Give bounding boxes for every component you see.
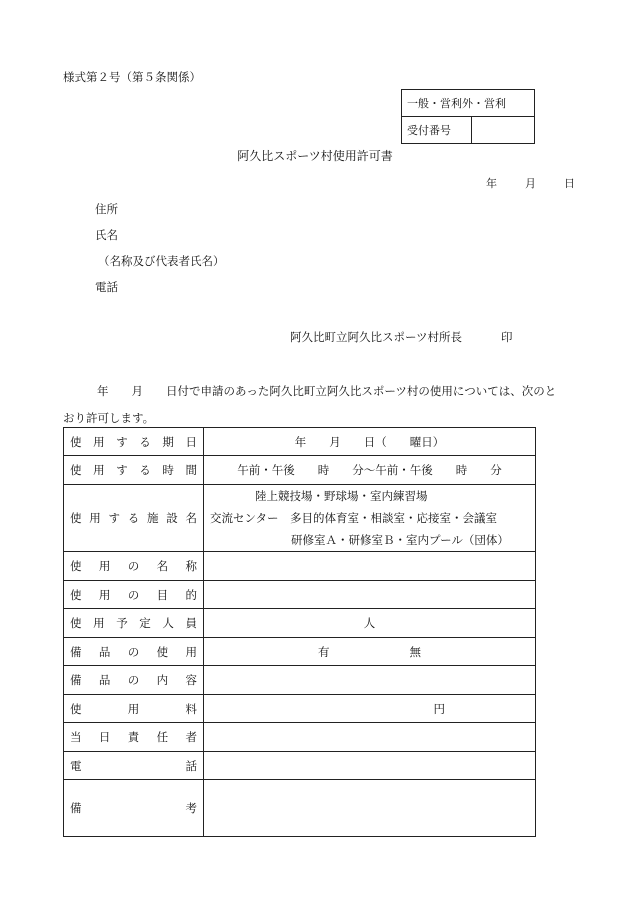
row-value	[204, 666, 536, 695]
label-char: 用	[185, 644, 197, 659]
row-value	[204, 552, 536, 581]
label-char: 用	[89, 511, 101, 525]
label-char: 用	[98, 559, 111, 573]
row-label	[64, 701, 203, 717]
reception-number-value	[472, 117, 535, 144]
row-label	[64, 644, 203, 660]
issuer-title: 阿久比町立阿久比スポーツ村所長	[290, 330, 463, 344]
table-row	[64, 609, 536, 638]
category-type: 一般・営利外・営利	[402, 90, 535, 117]
label-char: 定	[139, 616, 151, 630]
table-row	[64, 780, 536, 837]
table-row	[64, 581, 536, 609]
label-char: 使	[70, 434, 82, 449]
label-char: 予	[116, 616, 128, 630]
label-char: 使	[70, 616, 82, 630]
document-title: 阿久比スポーツ村使用許可書	[237, 149, 393, 163]
row-value: 人	[204, 609, 536, 638]
facility-line: 研修室Ａ・研修室Ｂ・室内プール（団体）	[291, 533, 509, 547]
phone-label: 電話	[95, 280, 118, 294]
reception-number-label: 受付番号	[402, 117, 472, 144]
facility-line: 交流センター 多目的体育室・相談室・応接室・会議室	[210, 511, 498, 525]
label-char: 時	[162, 463, 174, 477]
label-char: る	[139, 463, 151, 477]
label-char: 内	[156, 673, 169, 687]
seal-mark: 印	[501, 330, 513, 344]
row-label	[64, 800, 203, 816]
label-char: 電	[70, 758, 82, 773]
row-value: 年 月 日（ 曜日）	[204, 428, 536, 456]
label-char: 称	[185, 559, 197, 573]
label-char: す	[116, 434, 128, 449]
row-value: 円	[204, 695, 536, 723]
label-char: 名	[156, 559, 169, 573]
row-label	[64, 510, 203, 526]
label-char: 期	[162, 434, 174, 449]
label-char: 的	[185, 587, 197, 602]
table-row	[64, 485, 536, 552]
label-char: 日	[98, 730, 111, 744]
label-char: 容	[185, 673, 197, 687]
label-char: 品	[98, 673, 111, 687]
label-char: 使	[70, 463, 82, 477]
address-label: 住所	[95, 202, 118, 216]
permission-table	[63, 427, 536, 837]
label-char: 備	[70, 673, 82, 687]
label-char: の	[127, 559, 140, 573]
label-char: 目	[156, 587, 169, 602]
label-char: 用	[93, 616, 105, 630]
row-label	[64, 558, 203, 574]
category-box	[401, 89, 535, 144]
table-row	[64, 552, 536, 581]
label-char: の	[127, 673, 140, 687]
row-label	[64, 434, 203, 450]
label-char: 考	[185, 801, 197, 815]
row-value: 午前・午後 時 分～午前・午後 時 分	[204, 456, 536, 485]
label-char: 任	[156, 730, 169, 744]
label-char: 人	[162, 616, 174, 630]
equipment-no: 無	[409, 644, 421, 659]
label-char: 品	[98, 644, 111, 659]
label-char: 使	[70, 511, 82, 525]
permission-paragraph: 年 月 日付で申請のあった阿久比町立阿久比スポーツ村の使用については、次のとおり許可します。	[63, 384, 557, 425]
facility-list	[204, 485, 536, 552]
label-char: の	[127, 587, 140, 602]
row-label	[64, 758, 203, 774]
row-value	[204, 723, 536, 752]
label-char: 備	[70, 801, 82, 815]
label-char: 設	[166, 511, 178, 525]
label-char: 使	[70, 701, 82, 716]
issue-date	[486, 175, 575, 191]
label-char: 使	[156, 644, 169, 659]
table-row	[64, 428, 536, 456]
label-char: 者	[185, 730, 197, 744]
label-char: 日	[185, 434, 197, 449]
equipment-yes: 有	[318, 644, 330, 659]
label-char: 当	[70, 730, 82, 744]
label-char: 話	[185, 758, 197, 773]
row-value	[204, 780, 536, 837]
label-char: る	[139, 434, 151, 449]
table-row	[64, 456, 536, 485]
table-row	[64, 638, 536, 666]
date-year: 年	[486, 177, 497, 190]
label-char: 使	[70, 559, 82, 573]
row-label	[64, 587, 203, 603]
row-label	[64, 615, 203, 631]
row-label	[64, 672, 203, 688]
label-char: 名	[185, 511, 197, 525]
table-row	[64, 695, 536, 723]
label-char: 員	[185, 616, 197, 630]
name-note: （名称及び代表者氏名）	[98, 254, 225, 268]
table-row	[64, 723, 536, 752]
facility-line: 陸上競技場・野球場・室内練習場	[255, 489, 428, 503]
label-char: 使	[70, 587, 82, 602]
table-row	[64, 666, 536, 695]
label-char: 用	[93, 463, 105, 477]
date-month: 月	[525, 177, 536, 190]
date-day: 日	[564, 177, 575, 190]
form-number: 様式第２号（第５条関係）	[63, 70, 201, 84]
row-label	[64, 462, 203, 478]
row-value	[204, 752, 536, 780]
label-char: す	[116, 463, 128, 477]
label-char: 間	[185, 463, 197, 477]
label-char: 責	[127, 730, 140, 744]
row-label	[64, 729, 203, 745]
label-char: る	[127, 511, 140, 525]
label-char: 用	[127, 701, 140, 716]
label-char: 用	[93, 434, 105, 449]
row-value	[204, 581, 536, 609]
name-label: 氏名	[95, 228, 118, 242]
label-char: 備	[70, 644, 82, 659]
label-char: 料	[185, 701, 197, 716]
label-char: 用	[98, 587, 111, 602]
table-row	[64, 752, 536, 780]
equipment-use-value	[204, 638, 536, 666]
label-char: す	[108, 511, 120, 525]
label-char: の	[127, 644, 140, 659]
label-char: 施	[147, 511, 159, 525]
